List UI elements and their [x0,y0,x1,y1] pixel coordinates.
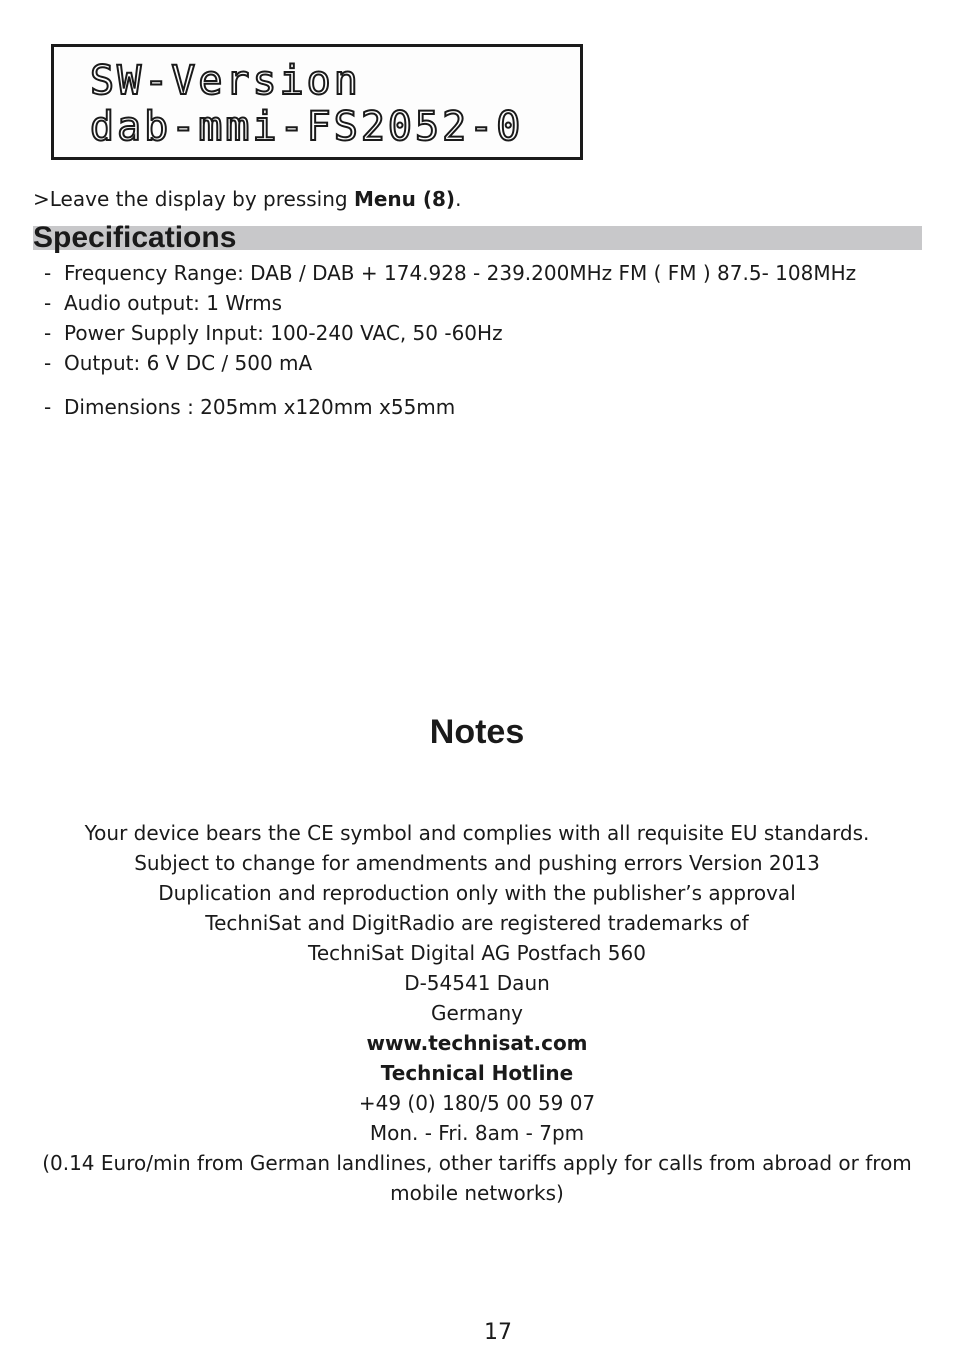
hotline-hours: Mon. - Fri. 8am - 7pm [369,1121,585,1145]
instruction-text [33,185,461,213]
spec-item-output: - Output: 6 V DC / 500 mA [44,351,313,375]
spec-item-text: Dimensions : 205mm x120mm x55mm [64,395,456,419]
page-number: 17 [484,1320,512,1345]
notes-line-address: TechniSat Digital AG Postfach 560 [308,941,646,965]
spec-item-text: Audio output: 1 Wrms [64,291,282,315]
specifications-heading: Specifications [33,221,237,254]
notes-line-postcode: D-54541 Daun [404,971,550,995]
website-link[interactable]: www.technisat.com [366,1031,588,1055]
specifications-list [44,258,856,422]
notes-line-ce: Your device bears the CE symbol and complies with all requisite EU standards. [84,821,870,845]
instruction-prefix: >Leave the display by pressing [33,187,354,211]
lcd-display [51,44,583,160]
lcd-line-2: dab-mmi-FS2052-0 [90,104,524,150]
hotline-label: Technical Hotline [380,1061,574,1085]
hotline-phone: +49 (0) 180/5 00 59 07 [358,1091,596,1115]
notes-title: Notes [429,713,525,751]
spec-item-power-supply: - Power Supply Input: 100-240 VAC, 50 -60Hz [44,321,503,345]
spec-item-audio-output: - Audio output: 1 Wrms [44,291,282,315]
tariff-note: (0.14 Euro/min from German landlines, other tariffs apply for calls from abroad or from mobile networks) [42,1151,912,1205]
spec-item-frequency: - Frequency Range: DAB / DAB + 174.928 - 239.200MHz FM ( FM ) 87.5- 108MHz [44,261,857,285]
lcd-line-1: SW-Version [90,58,361,104]
spec-item-text: Frequency Range: DAB / DAB + 174.928 - 239.200MHz FM ( FM ) 87.5- 108MHz [64,261,857,285]
spec-item-dimensions: - Dimensions : 205mm x120mm x55mm [44,395,456,419]
menu-button-reference: Menu (8) [353,187,456,211]
spec-item-text: Power Supply Input: 100-240 VAC, 50 -60Hz [64,321,503,345]
instruction-suffix: . [455,187,462,211]
notes-body [28,818,926,1208]
spec-item-text: Output: 6 V DC / 500 mA [64,351,313,375]
notes-line-duplication: Duplication and reproduction only with the publisher’s approval [158,881,796,905]
notes-line-version: Subject to change for amendments and pushing errors Version 2013 [134,851,820,875]
notes-line-country: Germany [431,1001,523,1025]
notes-line-trademarks: TechniSat and DigitRadio are registered trademarks of [205,911,749,935]
